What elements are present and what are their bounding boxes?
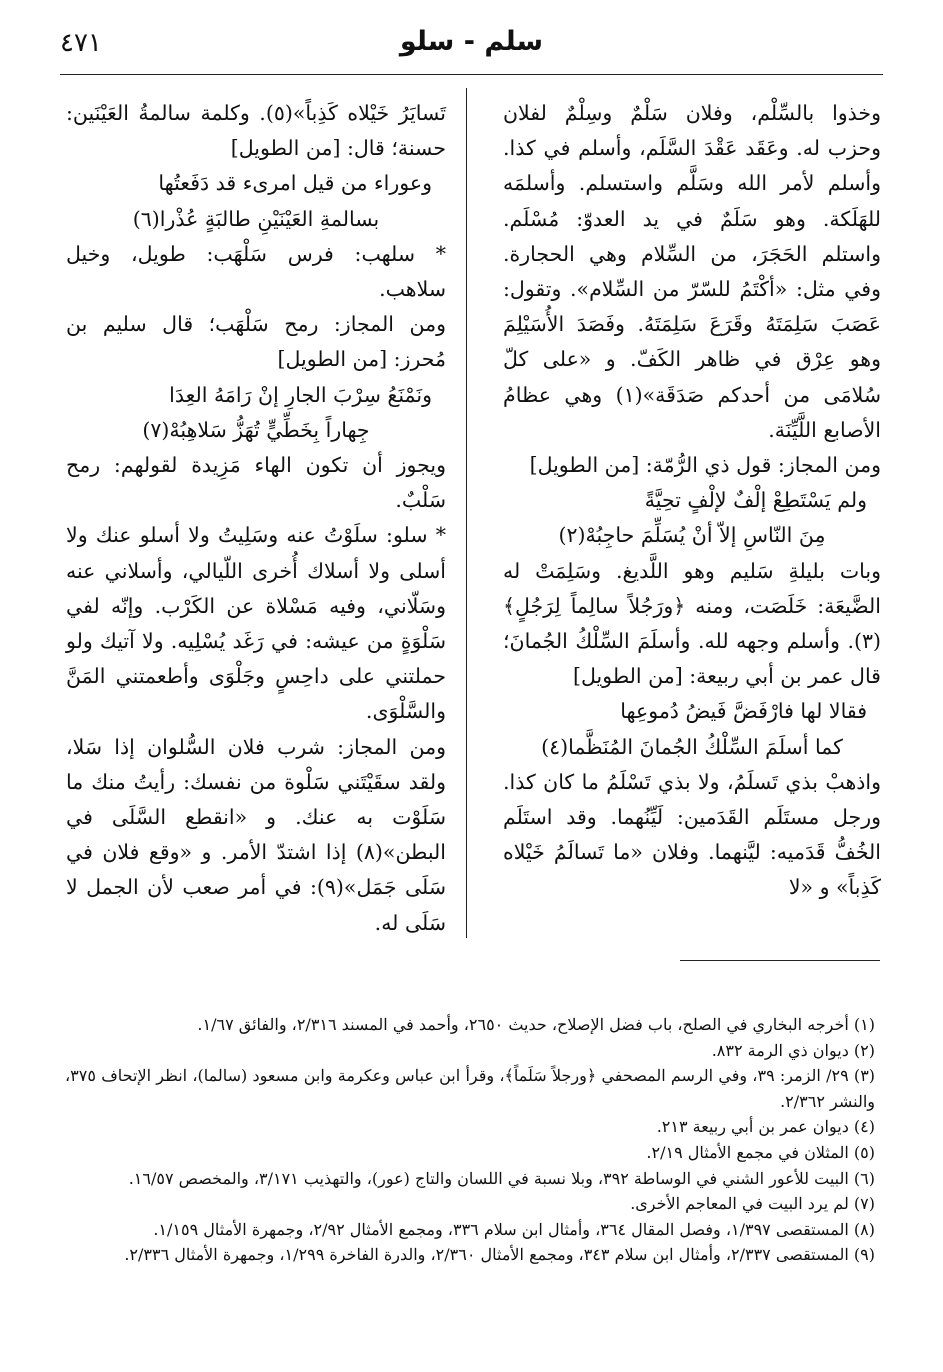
entry-paragraph: ومن المجاز: رمح سَلْهَب؛ قال سليم بن مُحرز: [من الطويل]	[66, 312, 446, 372]
entry-paragraph: ومن المجاز: قول ذي الرُّمّة: [من الطويل]	[529, 453, 881, 478]
footnote: (٩) المستقصى ٢/٣٣٧، وأمثال ابن سلام ٣٤٣، ومجمع الأمثال ٢/٣٦٠، والدرة الفاخرة ١/٢٩٩، وجمهرة الأمثال ٢/٣٣٦.	[124, 1245, 875, 1265]
verse-line: ونَمْنَعُ سِرْبَ الجارِ إنْ رَامَهُ العِدَا	[169, 382, 432, 407]
footnote: (٧) لم يرد البيت في المعاجم الأخرى.	[630, 1194, 875, 1214]
verse-line: جِهاراً بِخَطِّيٍّ تُهَزُّ سَلاهِبُهْ(٧)	[142, 417, 370, 442]
entry-paragraph: ويجوز أن تكون الهاء مَزِيدة لقولهم: رمح سَلْبٌ.	[66, 453, 446, 513]
entry-paragraph: وبات بليلةِ سَليم وهو اللَّديغ. وسَلِمَتْ له الضَّيعَة: خَلَصَت، ومنه ﴿ورَجُلاً سالِماً لِرَجُلٍ﴾(٣). وأسلم وجهه لله. وأسلَمَ السِّلْكُ الجُمانَ؛ قال عمر بن أبي ربيعة: [من الطويل]	[503, 558, 881, 689]
entry-paragraph: واذهبْ بذي تَسلَمُ، ولا بذي تَسْلَمُ ما كان كذا. ورجل مستَلَم القَدَمين: لَيِّنُهما. وقد استَلَم الخُفُّ قَدَميه: ليَّنهما. وفلان «ما تَسالَمُ خَيْلاه كَذِباً» و «لا	[503, 769, 881, 900]
left-column	[66, 96, 446, 941]
footnote: (٨) المستقصى ١/٣٩٧، وفصل المقال ٣٦٤، وأمثال ابن سلام ٣٣٦، ومجمع الأمثال ٢/٩٢، وجمهرة الأمثال ١/١٥٩.	[153, 1219, 875, 1239]
footnote: (١) أخرجه البخاري في الصلح، باب فضل الإصلاح، حديث ٢٦٥٠، وأحمد في المسند ٢/٣١٦، والفائق ١/٦٧.	[197, 1015, 875, 1034]
footnote-rule	[680, 960, 880, 961]
footnote: (٤) ديوان عمر بن أبي ربيعة ٢١٣.	[656, 1117, 875, 1137]
header-rule	[60, 74, 883, 75]
page-number: ٤٧١	[60, 28, 102, 58]
footnote: (٣) ٢٩/ الزمر: ٣٩، وفي الرسم المصحفي ﴿ورجلاً سَلَماً﴾، وقرأ ابن عباس وعكرمة وابن مسعود (سالما)، انظر الإتحاف ٣٧٥، والنشر ٢/٣٦٢.	[65, 1066, 876, 1111]
footnotes	[65, 1012, 875, 1268]
footnote: (٦) البيت للأعور الشني في الوساطة ٣٩٢، وبلا نسبة في اللسان والتاج (عور)، والتهذيب ٣/١٧١، والمخصص ١٦/٥٧.	[128, 1168, 875, 1188]
footnote: (٥) المثلان في مجمع الأمثال ٢/١٩.	[646, 1142, 875, 1162]
footnote: (٢) ديوان ذي الرمة ٨٣٢.	[711, 1040, 875, 1060]
verse-line: مِنَ النّاسِ إلاّ أنْ يُسَلِّمَ حاجِبُهْ(٢)	[558, 523, 826, 548]
entry-paragraph: وخذوا بالسِّلْم، وفلان سَلْمٌ وسِلْمٌ لفلان وحزب له. وعَقَد عَقْدَ السَّلَم، وأسلم في كذا. وأسلم لأمر الله وسَلَّم واستسلم. وأسلمَه للهَلَكة. وهو سَلَمٌ في يد العدوّ: مُسْلَم. واستلم الحَجَرَ، من السِّلام وهي الحجارة. وفي مثل: «أكْتَمُ للسّرّ من السِّلام». وتقول: عَصَبَ سَلِمَتَهُ وقَرَعَ سَلِمَتَهُ. وفَصَدَ الأُسَيْلِمَ وهو عِرْق في ظاهر الكَفّ. و «على كلّ سُلامَى من أحدكم صَدَقَة»(١) وهي عظامُ الأصابع اللَّيِّنَة.	[503, 101, 881, 442]
right-column	[503, 96, 881, 906]
page-header	[60, 26, 883, 70]
verse-line: بسالمةِ العَيْنَيْنِ طالبَةٍ عُذْرا(٦)	[132, 206, 380, 231]
entry-paragraph: * سلو: سلَوْتُ عنه وسَلِيتُ ولا أسلو عنك ولا أسلى ولا أسلاك أُخرى اللّيالي، وأسلاني عنه وسَلّاني، وفيه مَسْلاة عن الكَرْب. وإنّه لفي سَلْوَةٍ من عيشه: في رَغَد يُسْلِيه. ولا آتيك ولو حملتني على داحِسٍ وجَلْوَى وأطعمتني المَنَّ والسَّلْوَى.	[66, 523, 446, 724]
verse-line: ولم يَسْتَطِعْ إلْفٌ لإلْفٍ تحِيَّةً	[644, 488, 867, 513]
entry-paragraph: * سلهب: فرس سَلْهَب: طويل، وخيل سلاهب.	[66, 241, 446, 302]
column-divider	[466, 88, 467, 938]
verse-line: وعوراء من قيل امرىء قد دَفَعتُها	[158, 171, 432, 196]
entry-paragraph: تَسايَرُ خَيْلاه كَذِباً»(٥). وكلمة سالمةُ العَيْنَين: حسنة؛ قال: [من الطويل]	[66, 101, 446, 161]
entry-paragraph: ومن المجاز: شرب فلان السُّلوان إذا سَلا، ولقد سقَيْتَني سَلْوة من نفسك: رأيتُ منك ما سَلَوْت به عنك. و «انقطع السَّلَى في البطن»(٨) إذا اشتدّ الأمر. و «وقع فلان في سَلَى جَمَل»(٩): في أمر صعب لأن الجمل لا سَلَى له.	[66, 734, 446, 935]
page-title: سلم - سلو	[399, 26, 544, 57]
verse-line: كما أسلَمَ السِّلْكُ الجُمانَ المُنَظَّما(٤)	[541, 734, 843, 759]
verse-line: فقالا لها فارْفَضَّ فَيضُ دُموعِها	[620, 699, 867, 724]
